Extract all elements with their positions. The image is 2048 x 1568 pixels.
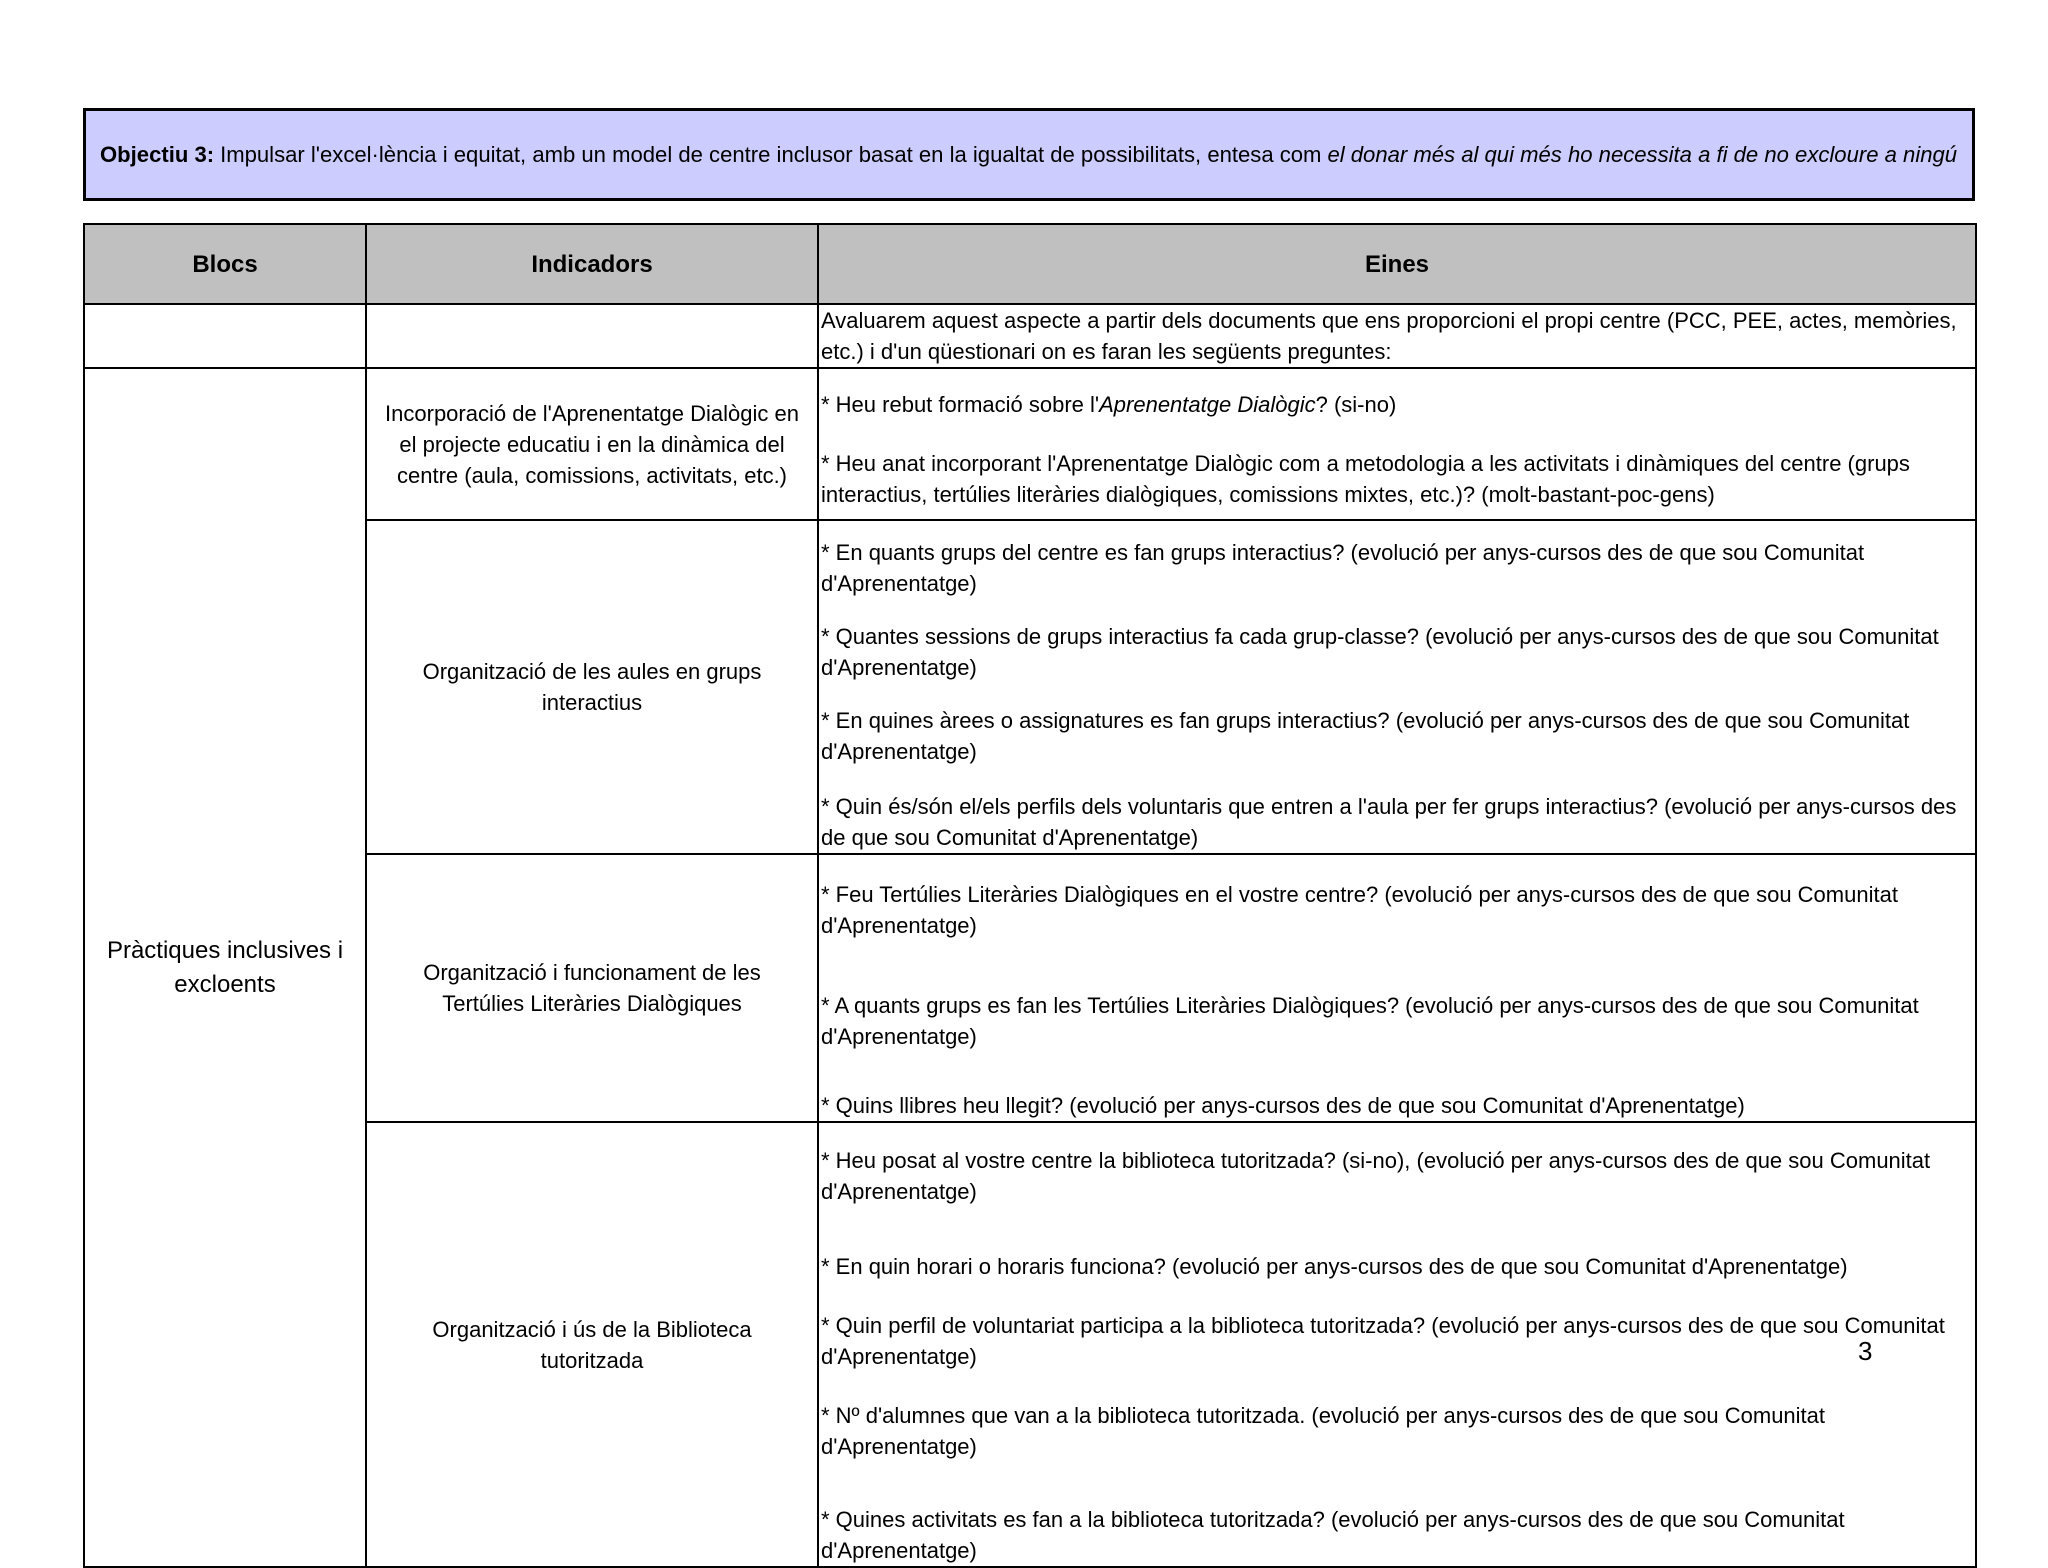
tool-item xyxy=(821,389,1973,420)
empty-cell xyxy=(84,304,366,368)
tool-item: * En quines àrees o assignatures es fan grups interactius? (evolució per anys-cursos des de que sou Comunitat d'Aprenentatge) xyxy=(821,708,1910,764)
indicator-cell: Organització de les aules en grups interactius xyxy=(366,520,818,854)
empty-cell xyxy=(366,304,818,368)
evaluation-table xyxy=(83,223,1977,1568)
tools-cell xyxy=(818,854,1976,1122)
indicator-cell: Organització i ús de la Biblioteca tutoritzada xyxy=(366,1122,818,1567)
table-row xyxy=(84,854,1976,1122)
tool-item: * Quantes sessions de grups interactius fa cada grup-classe? (evolució per anys-cursos des de que sou Comunitat d'Aprenentatge) xyxy=(821,624,1939,680)
header-indicadors: Indicadors xyxy=(366,224,818,304)
tool-text: * Heu rebut formació sobre l' xyxy=(821,392,1100,417)
page-number: 3 xyxy=(1858,1336,1873,1366)
bloc-cell: Pràctiques inclusives i excloents xyxy=(84,368,366,1567)
tool-item: * Feu Tertúlies Literàries Dialògiques en el vostre centre? (evolució per anys-cursos des de que sou Comunitat d'Aprenentatge) xyxy=(821,882,1898,938)
tool-item: * Heu posat al vostre centre la biblioteca tutoritzada? (si-no), (evolució per anys-cursos des de que sou Comunitat d'Aprenentatge) xyxy=(821,1148,1931,1204)
tool-item: * A quants grups es fan les Tertúlies Literàries Dialògiques? (evolució per anys-cursos des de que sou Comunitat d'Aprenentatge) xyxy=(821,993,1919,1049)
table-row xyxy=(84,520,1976,854)
tool-item: * En quin horari o horaris funciona? (evolució per anys-cursos des de que sou Comunitat d'Aprenentatge) xyxy=(821,1254,1848,1279)
table-row xyxy=(84,368,1976,520)
table-row xyxy=(84,1122,1976,1567)
header-blocs: Blocs xyxy=(84,224,366,304)
tool-item: * Heu anat incorporant l'Aprenentatge Dialògic com a metodologia a les activitats i dinàmiques del centre (grups interactius, tertúlies literàries dialògiques, comissions mixtes, etc.)? (molt-bastant-poc-gens) xyxy=(821,451,1910,507)
objective-text: Impulsar l'excel·lència i equitat, amb un model de centre inclusor basat en la igualtat de possibilitats, entesa com xyxy=(220,141,1322,167)
tools-cell xyxy=(818,520,1976,854)
header-eines: Eines xyxy=(818,224,1976,304)
tool-item: * Quines activitats es fan a la biblioteca tutoritzada? (evolució per anys-cursos des de que sou Comunitat d'Aprenentatge) xyxy=(821,1507,1845,1563)
tool-item: * Quin és/són el/els perfils dels voluntaris que entren a l'aula per fer grups interactius? (evolució per anys-cursos des de que sou Comunitat d'Aprenentatge) xyxy=(821,794,1957,850)
indicator-cell: Organització i funcionament de les Tertúlies Literàries Dialògiques xyxy=(366,854,818,1122)
tool-item: * Quins llibres heu llegit? (evolució per anys-cursos des de que sou Comunitat d'Aprenentatge) xyxy=(821,1093,1745,1118)
table-header-row xyxy=(84,224,1976,304)
objective-banner xyxy=(83,108,1975,201)
indicator-cell: Incorporació de l'Aprenentatge Dialògic en el projecte educatiu i en la dinàmica del centre (aula, comissions, activitats, etc.) xyxy=(366,368,818,520)
tools-cell xyxy=(818,368,1976,520)
tool-item: * Quin perfil de voluntariat participa a la biblioteca tutoritzada? (evolució per anys-cursos des de que sou Comunitat d'Aprenentatge) xyxy=(821,1313,1945,1369)
tool-item: * Nº d'alumnes que van a la biblioteca tutoritzada. (evolució per anys-cursos des de que sou Comunitat d'Aprenentatge) xyxy=(821,1403,1826,1459)
tool-text: ? (si-no) xyxy=(1315,392,1397,417)
intro-text: Avaluarem aquest aspecte a partir dels documents que ens proporcioni el propi centre (PCC, PEE, actes, memòries, etc.) i d'un qüestionari on es faran les següents preguntes: xyxy=(818,304,1976,368)
tools-cell xyxy=(818,1122,1976,1567)
tool-item: * En quants grups del centre es fan grups interactius? (evolució per anys-cursos des de que sou Comunitat d'Aprenentatge) xyxy=(821,540,1865,596)
objective-label: Objectiu 3: xyxy=(100,141,215,167)
tool-italic-text: Aprenentatge Dialògic xyxy=(1099,392,1316,417)
table-row xyxy=(84,304,1976,368)
objective-italic-text: el donar més al qui més ho necessita a fi de no excloure a ningú xyxy=(1327,141,1958,167)
